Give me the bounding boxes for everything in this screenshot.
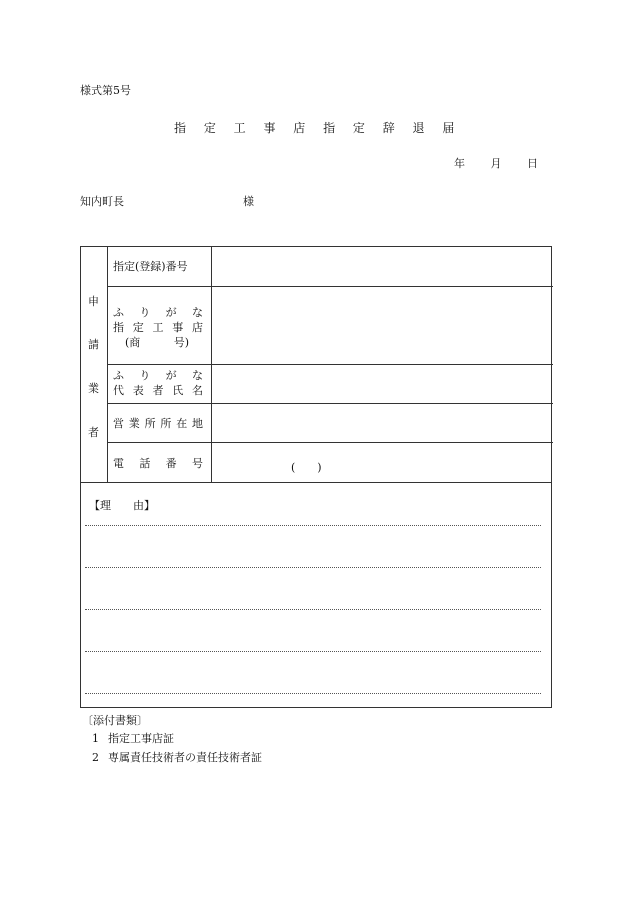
- row-divider: [107, 364, 553, 365]
- trade-name-part: (商: [125, 336, 141, 349]
- attachment-item: [92, 749, 262, 765]
- attachment-text: 指定工事店証: [108, 732, 174, 745]
- representative-char: 表: [132, 384, 144, 397]
- phone-label: [113, 456, 203, 471]
- document-title: 指 定 工 事 店 指 定 辞 退 届: [174, 121, 455, 135]
- applicant-char: 業: [88, 382, 99, 395]
- reason-line[interactable]: [85, 693, 541, 694]
- office-address-label: [113, 416, 203, 431]
- reason-line[interactable]: [85, 525, 541, 526]
- furigana-char: が: [165, 306, 177, 319]
- trade-name-part: 号): [173, 336, 189, 349]
- date-month: 月: [490, 157, 502, 170]
- office-address-text: [113, 416, 203, 431]
- reason-section: [81, 482, 551, 709]
- furigana-char: な: [191, 306, 203, 319]
- applicant-char: 申: [88, 295, 99, 308]
- applicant-char: 請: [88, 338, 99, 351]
- phone-char: 電: [113, 457, 124, 470]
- phone-text: [113, 456, 203, 471]
- reason-line[interactable]: [85, 609, 541, 610]
- form-number: 様式第5号: [80, 84, 131, 97]
- shop-name-char: 事: [172, 321, 184, 334]
- date-year: 年: [454, 157, 465, 170]
- office-address-char: 所: [144, 417, 156, 430]
- attachment-number: 1: [92, 732, 99, 745]
- row-divider: [107, 403, 553, 404]
- furigana-label: [113, 368, 203, 383]
- representative-char: 代: [113, 384, 124, 397]
- office-address-char: 所: [160, 417, 172, 430]
- representative-text: [113, 383, 203, 398]
- attachment-item: [92, 730, 174, 746]
- shop-name-char: 定: [132, 321, 144, 334]
- furigana-char: り: [139, 306, 151, 319]
- trade-name-text: [125, 335, 189, 350]
- reason-label: 【理 由】: [89, 499, 155, 512]
- attachments-title: 〔添付書類〕: [82, 714, 148, 727]
- honorific: 様: [243, 195, 254, 208]
- representative-char: 氏: [172, 384, 184, 397]
- shop-name-label: [113, 305, 203, 350]
- date-day: 日: [527, 157, 538, 170]
- shop-name-char: 指: [113, 321, 124, 334]
- row-divider: [107, 442, 553, 443]
- shop-name-text: [113, 320, 203, 335]
- attachment-text: 専属責任技術者の責任技術者証: [108, 751, 262, 764]
- furigana-char: な: [191, 369, 203, 382]
- application-table: [80, 246, 552, 708]
- office-address-char: 地: [191, 417, 203, 430]
- applicant-char: 者: [88, 426, 99, 439]
- applicant-column: [81, 247, 108, 482]
- phone-char: 号: [191, 457, 203, 470]
- phone-area-code-parens[interactable]: ( ): [291, 461, 322, 474]
- representative-label: [113, 368, 203, 398]
- reason-line[interactable]: [85, 651, 541, 652]
- phone-char: 番: [165, 457, 177, 470]
- phone-char: 話: [139, 457, 151, 470]
- office-address-char: 在: [176, 417, 188, 430]
- office-address-char: 営: [113, 417, 124, 430]
- addressee: 知内町長: [80, 195, 124, 208]
- furigana-char: が: [165, 369, 177, 382]
- shop-name-char: 店: [192, 321, 203, 334]
- representative-char: 名: [192, 384, 203, 397]
- shop-name-char: 工: [152, 321, 164, 334]
- furigana-char: り: [139, 369, 151, 382]
- representative-char: 者: [152, 384, 164, 397]
- attachment-number: 2: [92, 751, 99, 764]
- furigana-char: ふ: [113, 306, 124, 319]
- office-address-char: 業: [128, 417, 140, 430]
- registration-number-label: 指定(登録)番号: [113, 260, 188, 273]
- reason-line[interactable]: [85, 567, 541, 568]
- furigana-label: [113, 305, 203, 320]
- furigana-char: ふ: [113, 369, 124, 382]
- row-divider: [107, 286, 553, 287]
- date-line: [454, 155, 560, 171]
